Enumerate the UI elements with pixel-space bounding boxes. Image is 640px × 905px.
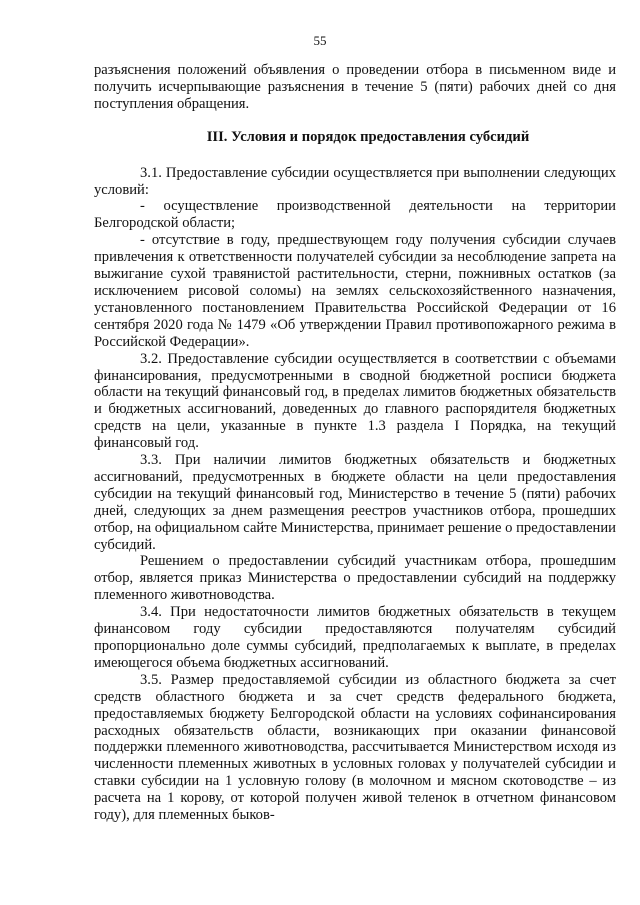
page-number: 55 (313, 33, 327, 48)
paragraph-decision: Решением о предоставлении субсидий участникам отбора, прошедшим отбор, является приказ Министерства о предоставлении субсидий на поддержку племенного животноводства. (94, 553, 616, 604)
section-heading: III. Условия и порядок предоставления субсидий (206, 128, 530, 145)
paragraph-3-4: 3.4. При недостаточности лимитов бюджетных обязательств в текущем финансовом году субсидии предоставляются получателям субсидий пропорционально доле суммы субсидий, предполагаемых к выплате, в пределах имеющегося объема бюджетных ассигнований. (94, 604, 616, 671)
condition-item: - осуществление производственной деятельности на территории Белгородской области; (94, 198, 616, 232)
document-body (94, 62, 616, 824)
paragraph-continuation: разъяснения положений объявления о проведении отбора в письменном виде и получить исчерпывающие разъяснения в течение 5 (пяти) рабочих дней со дня поступления обращения. (94, 62, 616, 112)
paragraph-3-1: 3.1. Предоставление субсидии осуществляется при выполнении следующих условий: (94, 164, 616, 198)
paragraph-3-2: 3.2. Предоставление субсидии осуществляется в соответствии с объемами финансирования, предусмотренными в сводной бюджетной росписи бюджета области на текущий финансовый год, в пределах лимитов бюджетных обязательств и бюджетных ассигнований, доведенных до главного распорядителя бюджетных средств на цели, указанные в пункте 1.3 раздела I Порядка, на текущий финансовый год. (94, 350, 616, 452)
condition-item: - отсутствие в году, предшествующем году получения субсидии случаев привлечения к ответственности получателей субсидии за несоблюдение запрета на выжигание сухой травянистой растительности, стерни, пожнивных остатков (за исключением рисовой соломы) на землях сельскохозяйственного назначения, установленного постановлением Правительства Российской Федерации от 16 сентября 2020 года № 1479 «Об утверждении Правил противопожарного режима в Российской Федерации». (94, 232, 616, 350)
paragraph-3-5: 3.5. Размер предоставляемой субсидии из областного бюджета за счет средств областного бюджета и за счет средств федерального бюджета, предоставляемых бюджету Белгородской области на условиях софинансирования расходных обязательств области, возникающих при оказании финансовой поддержки племенного животноводства, рассчитывается Министерством исходя из численности племенных животных в условных головах у получателей субсидии и ставки субсидии на 1 условную голову (в молочном и мясном скотоводстве – из расчета на 1 корову, от которой получен живой теленок в отчетном финансовом году), для племенных быков- (94, 671, 616, 824)
paragraph-3-3: 3.3. При наличии лимитов бюджетных обязательств и бюджетных ассигнований, предусмотренных в бюджете области на цели предоставления субсидии на текущий финансовый год, Министерство в течение 5 (пяти) рабочих дней, следующих за днем размещения реестров участников отбора, прошедших отбор, на официальном сайте Министерства, принимает решение о предоставлении субсидий. (94, 452, 616, 553)
